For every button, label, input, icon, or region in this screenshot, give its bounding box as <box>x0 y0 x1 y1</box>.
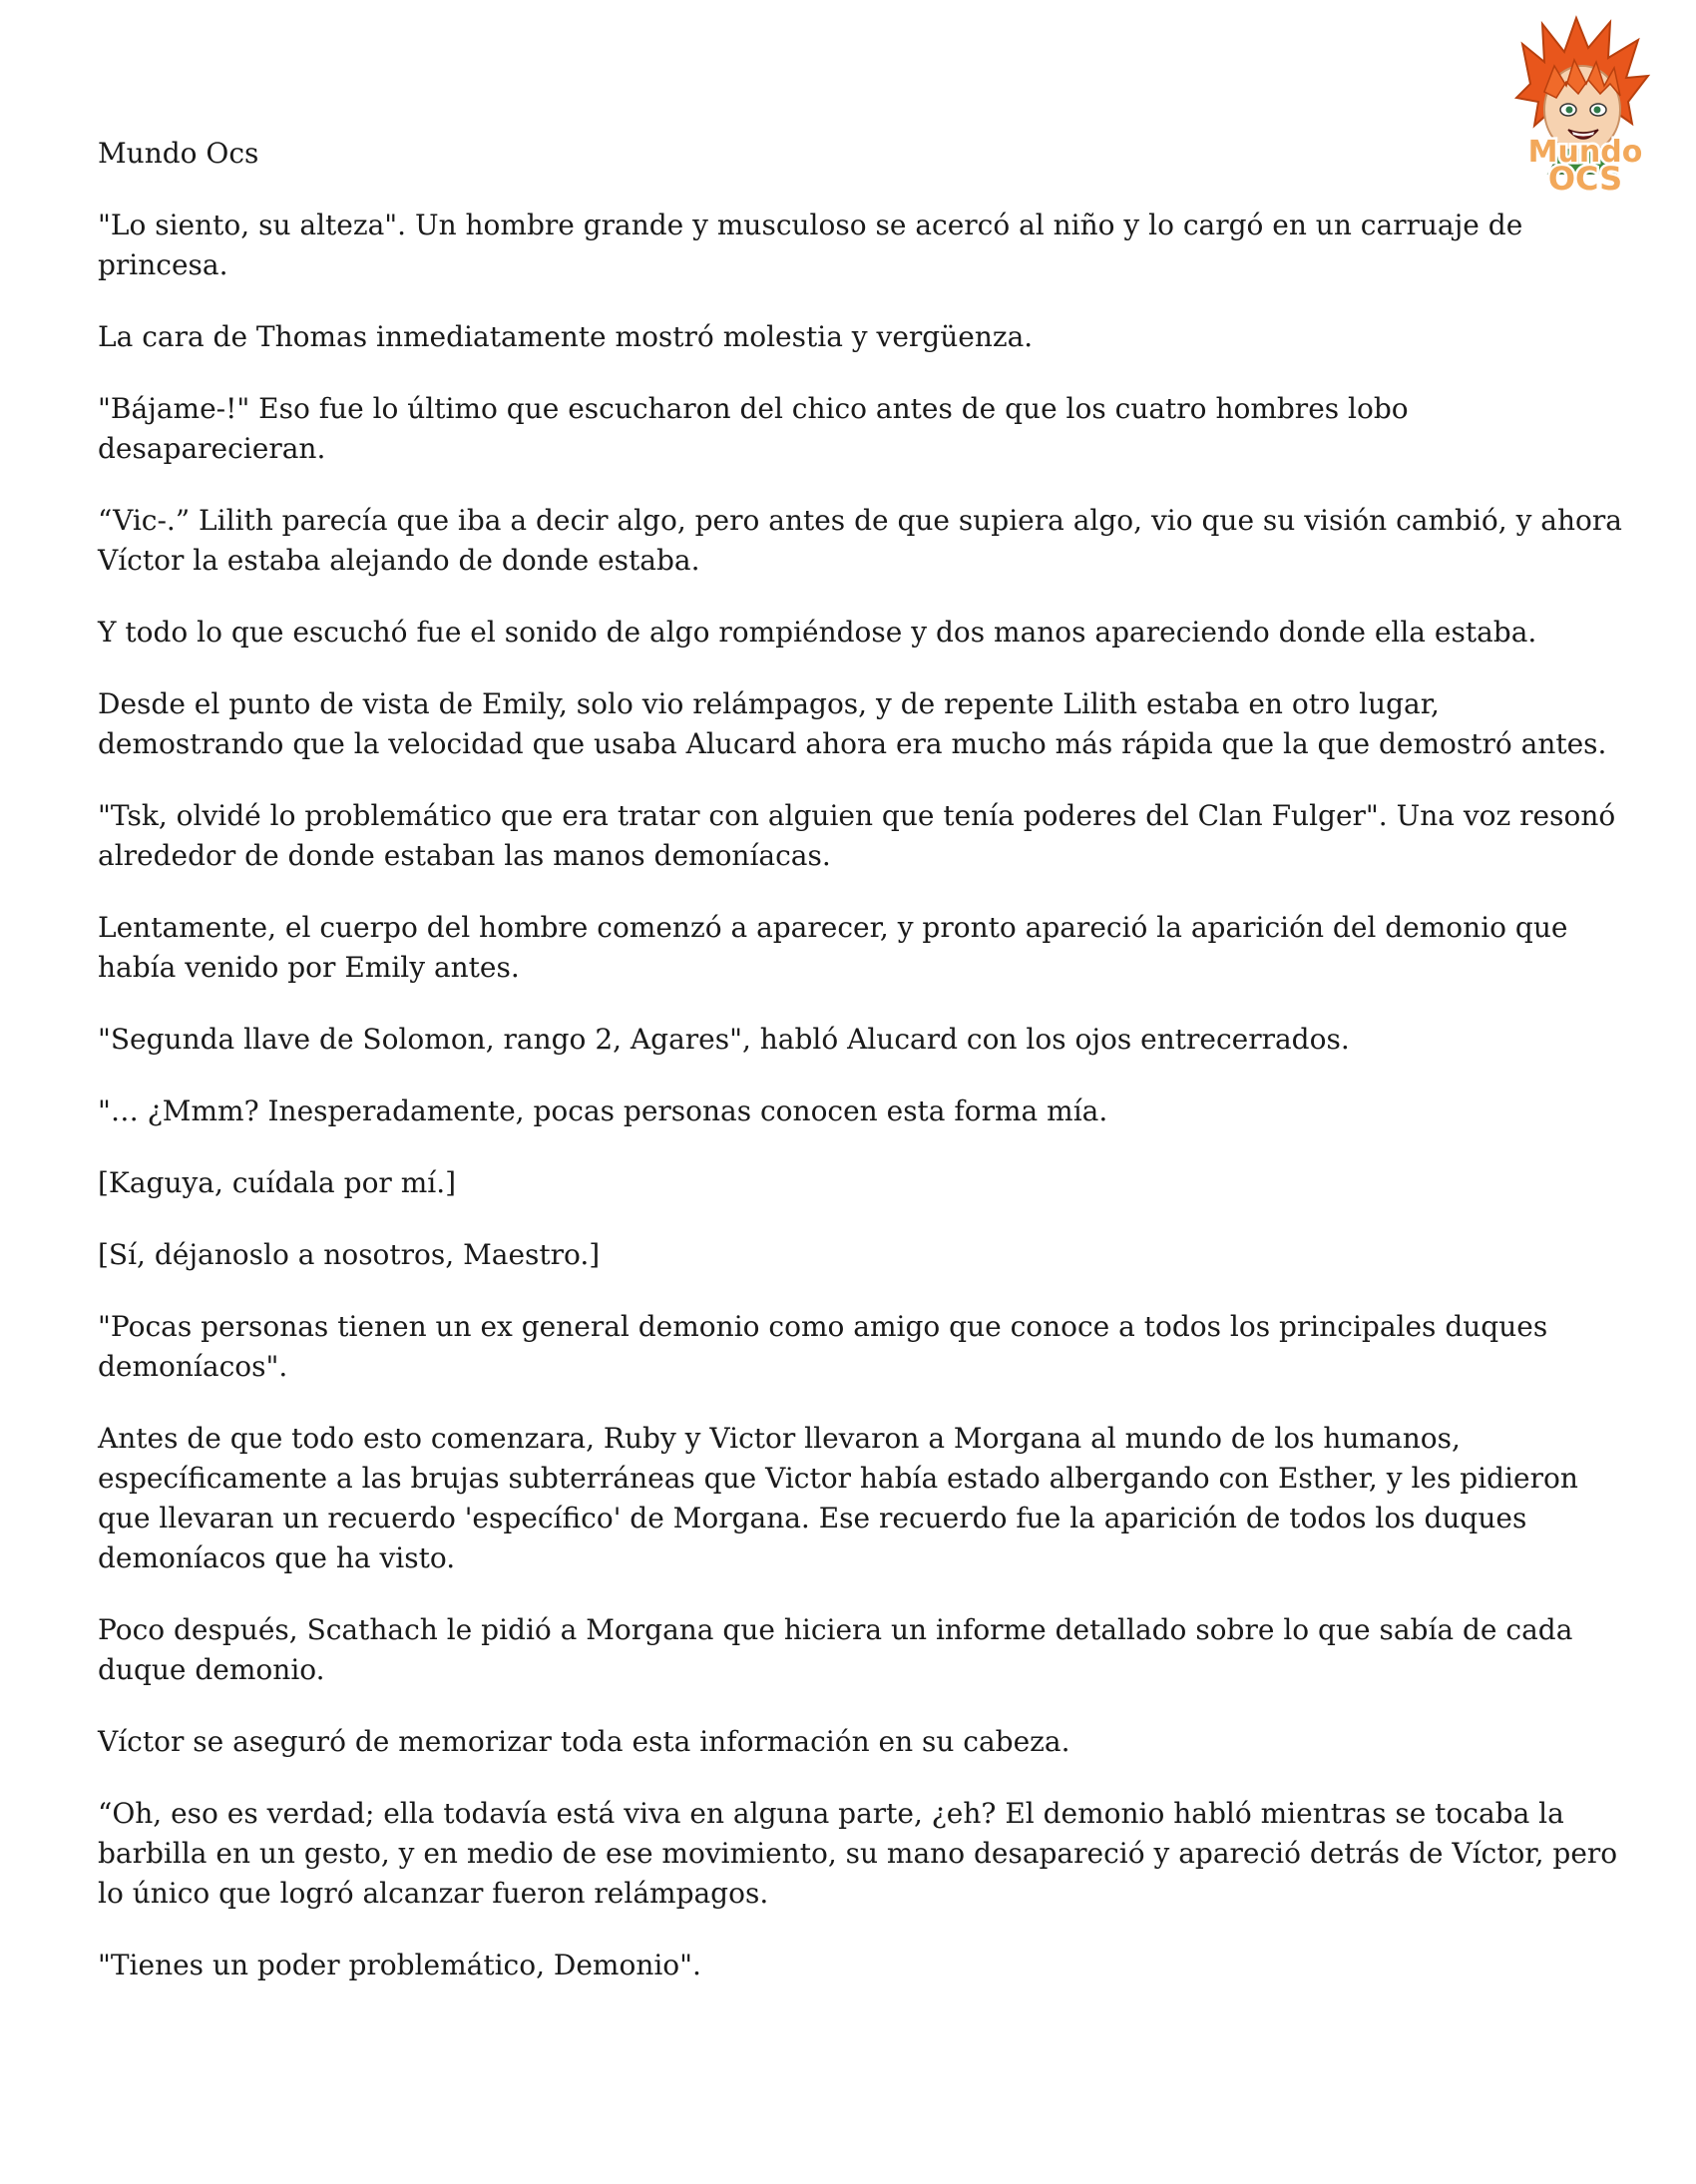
paragraph: “Oh, eso es verdad; ella todavía está viva en alguna parte, ¿eh? El demonio habló mientras se tocaba la barbilla en un gesto, y en medio de ese movimiento, su mano desapareció y apareció detrás de Víctor, pero lo único que logró alcanzar fueron relámpagos. <box>98 1797 1618 1910</box>
paragraph: “Vic-.” Lilith parecía que iba a decir algo, pero antes de que supiera algo, vio que su visión cambió, y ahora Víctor la estaba alejando de donde estaba. <box>98 504 1622 577</box>
logo-mascot-icon <box>1492 14 1678 194</box>
paragraph: Lentamente, el cuerpo del hombre comenzó a aparecer, y pronto apareció la aparición del demonio que había venido por Emily antes. <box>98 911 1568 984</box>
paragraph: [Kaguya, cuídala por mí.] <box>98 1166 457 1199</box>
paragraph: [Sí, déjanoslo a nosotros, Maestro.] <box>98 1238 601 1271</box>
paragraph: Poco después, Scathach le pidió a Morgana que hiciera un informe detallado sobre lo que sabía de cada duque demonio. <box>98 1613 1573 1686</box>
document-body <box>98 206 1634 2017</box>
mundo-ocs-logo <box>1492 14 1678 194</box>
paragraph: Y todo lo que escuchó fue el sonido de algo rompiéndose y dos manos apareciendo donde ella estaba. <box>98 616 1537 649</box>
paragraph: "… ¿Mmm? Inesperadamente, pocas personas conocen esta forma mía. <box>98 1094 1108 1127</box>
paragraph: "Segunda llave de Solomon, rango 2, Agares", habló Alucard con los ojos entrecerrados. <box>98 1023 1350 1056</box>
paragraph: "Tienes un poder problemático, Demonio". <box>98 1949 701 1981</box>
paragraph: "Pocas personas tienen un ex general demonio como amigo que conoce a todos los principales duques demoníacos". <box>98 1310 1548 1383</box>
logo-text-line1: Mundo <box>1527 135 1643 170</box>
paragraph: "Lo siento, su alteza". Un hombre grande y musculoso se acercó al niño y lo cargó en un carruaje de princesa. <box>98 209 1523 281</box>
paragraph: "Bájame-!" Eso fue lo último que escucharon del chico antes de que los cuatro hombres lobo desaparecieran. <box>98 392 1409 465</box>
logo-text-line2: OCS <box>1547 160 1623 194</box>
paragraph: Víctor se aseguró de memorizar toda esta información en su cabeza. <box>98 1725 1070 1758</box>
paragraph: Desde el punto de vista de Emily, solo vio relámpagos, y de repente Lilith estaba en otro lugar, demostrando que la velocidad que usaba Alucard ahora era mucho más rápida que la que demostró antes. <box>98 687 1607 760</box>
paragraph: "Tsk, olvidé lo problemático que era tratar con alguien que tenía poderes del Clan Fulger". Una voz resonó alrededor de donde estaban las manos demoníacas. <box>98 799 1616 872</box>
paragraph: La cara de Thomas inmediatamente mostró molestia y vergüenza. <box>98 320 1034 353</box>
paragraph: Antes de que todo esto comenzara, Ruby y Victor llevaron a Morgana al mundo de los humanos, específicamente a las brujas subterráneas que Victor había estado albergando con Esther, y les pidieron que llevaran un recuerdo 'específico' de Morgana. Ese recuerdo fue la aparición de todos los duques demoníacos que ha visto. <box>98 1422 1578 1574</box>
document-title: Mundo Ocs <box>98 137 259 170</box>
